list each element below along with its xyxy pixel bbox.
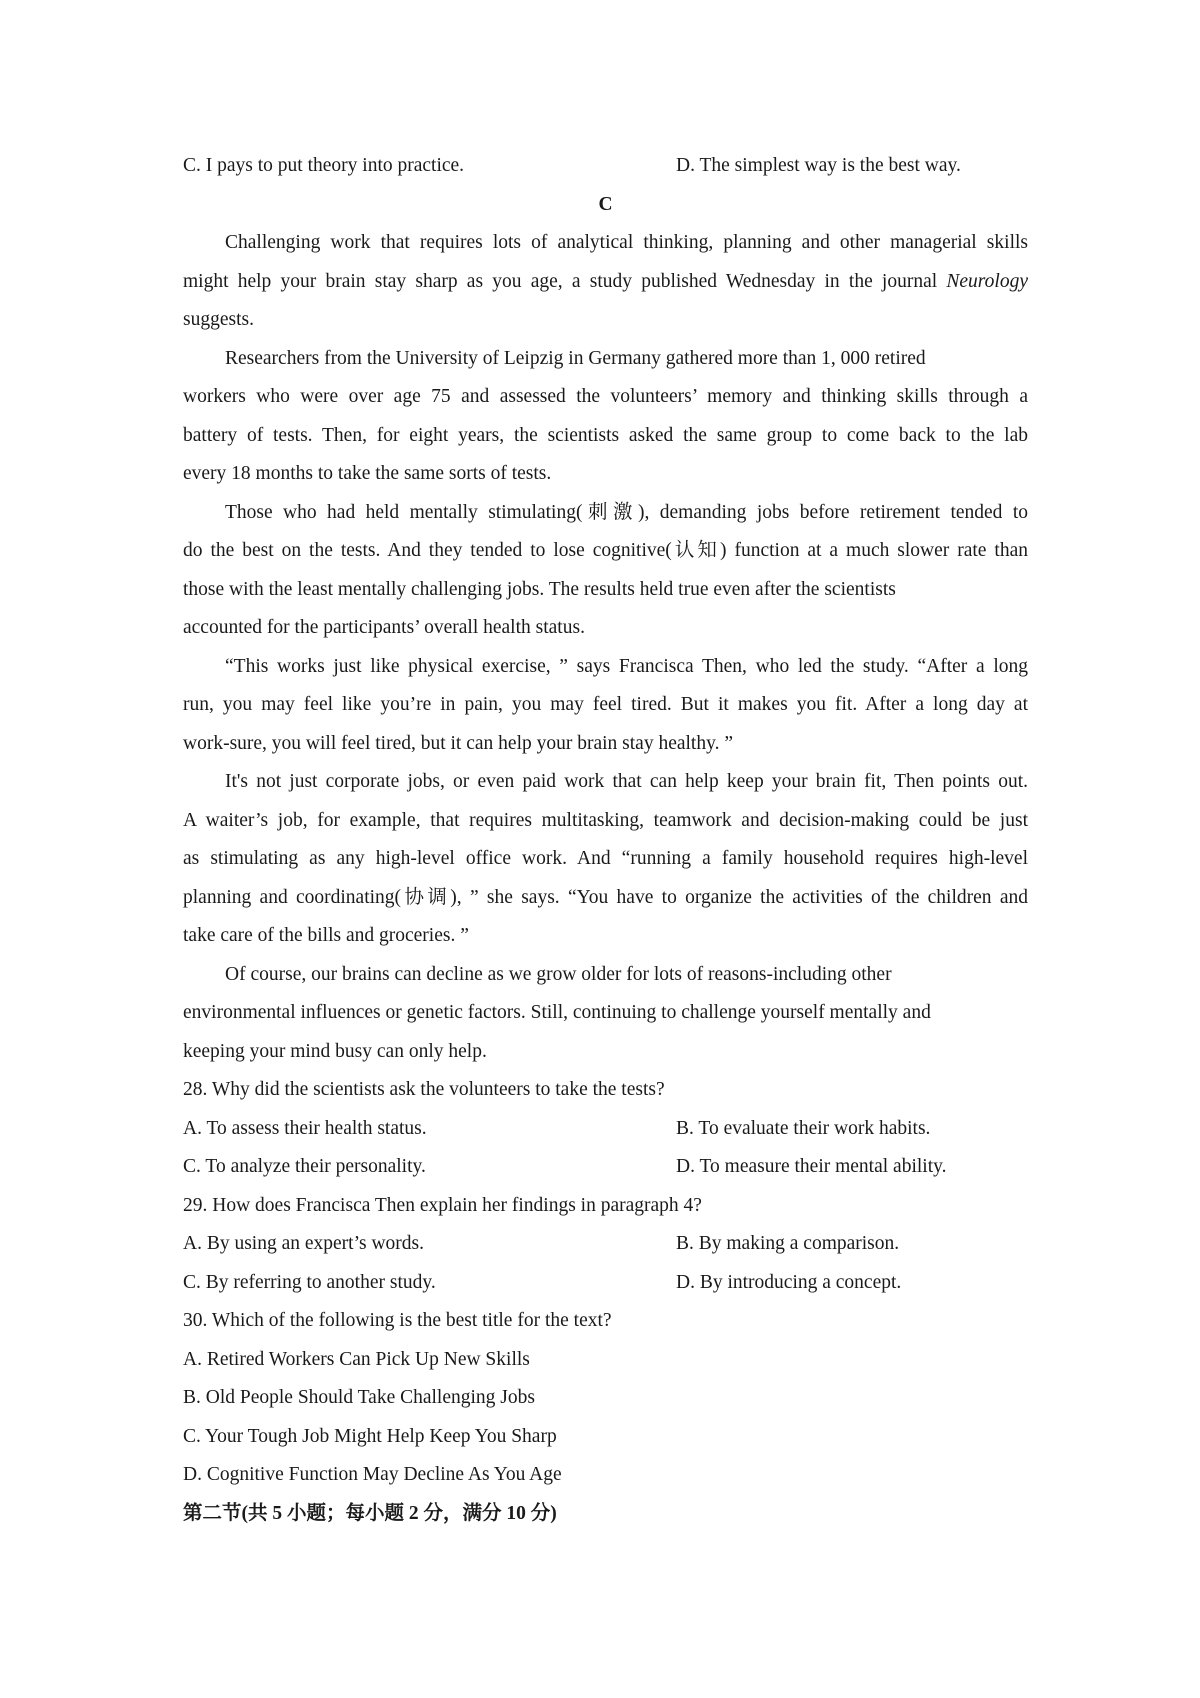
paragraph-6 xyxy=(183,956,1028,1072)
option-a[interactable]: A. By using an expert’s words. xyxy=(183,1233,425,1254)
option-c[interactable]: C. By referring to another study. xyxy=(183,1271,436,1293)
option-c[interactable]: C. Your Tough Job Might Help Keep You Sharp xyxy=(183,1425,557,1447)
paragraph-line: Researchers from the University of Leipzig in Germany gathered more than 1, 000 retired xyxy=(225,347,926,369)
option-b[interactable]: B. To evaluate their work habits. xyxy=(676,1117,931,1139)
paragraph-line: environmental influences or genetic factors. Still, continuing to challenge yourself mentally and xyxy=(183,1002,931,1023)
question-29 xyxy=(183,1187,1028,1303)
paragraph-line: A waiter’s job, for example, that requires multitasking, teamwork and decision-making could be just xyxy=(183,809,1028,831)
paragraph-5 xyxy=(183,763,1028,956)
paragraph-line: take care of the bills and groceries. ” xyxy=(183,925,469,946)
paragraph-line: accounted for the participants’ overall health status. xyxy=(183,617,585,638)
paragraph-line: keeping your mind busy can only help. xyxy=(183,1040,487,1062)
paragraph-line: those with the least mentally challenging jobs. The results held true even after the scientists xyxy=(183,578,896,600)
journal-name: Neurology xyxy=(946,270,1028,292)
previous-question-options xyxy=(183,147,1028,186)
paragraph-line: Of course, our brains can decline as we grow older for lots of reasons-including other xyxy=(225,963,892,985)
paragraph-1 xyxy=(183,224,1028,340)
question-stem: 28. Why did the scientists ask the volunteers to take the tests? xyxy=(183,1079,665,1100)
option-c: C. I pays to put theory into practice. xyxy=(183,155,465,176)
option-d[interactable]: D. To measure their mental ability. xyxy=(676,1156,947,1177)
paragraph-line: as stimulating as any high-level office work. And “running a family household requires high-level xyxy=(183,848,1028,869)
option-d[interactable]: D. Cognitive Function May Decline As You Age xyxy=(183,1464,562,1485)
option-row xyxy=(183,1264,1028,1303)
option-b[interactable]: B. By making a comparison. xyxy=(676,1233,900,1254)
question-30 xyxy=(183,1302,1028,1495)
paragraph-line: suggests. xyxy=(183,309,254,330)
paragraph-line: Challenging work that requires lots of analytical thinking, planning and other managerial skills xyxy=(225,232,1028,253)
option-d[interactable]: D. By introducing a concept. xyxy=(676,1271,902,1293)
paragraph-3 xyxy=(183,494,1028,648)
question-28 xyxy=(183,1071,1028,1187)
paragraph-4 xyxy=(183,648,1028,764)
section-two-heading: 第二节(共 5 小题；每小题 2 分，满分 10 分) xyxy=(183,1502,557,1524)
paragraph-line: It's not just corporate jobs, or even paid work that can help keep your brain fit, Then points out. xyxy=(225,771,1028,792)
option-c[interactable]: C. To analyze their personality. xyxy=(183,1156,426,1177)
paragraph-line: every 18 months to take the same sorts of tests. xyxy=(183,463,552,484)
paragraph-line: workers who were over age 75 and assessed the volunteers’ memory and thinking skills through a xyxy=(183,386,1028,407)
passage-letter-heading: C xyxy=(598,193,613,215)
paragraph-line-text: might help your brain stay sharp as you age, a study published Wednesday in the journal xyxy=(183,270,947,292)
paragraph-2 xyxy=(183,340,1028,494)
question-stem: 30. Which of the following is the best title for the text? xyxy=(183,1310,612,1331)
paragraph-line: planning and coordinating(协调), ” she says. “You have to organize the activities of the children and xyxy=(183,886,1028,908)
paragraph-line: “This works just like physical exercise, ” says Francisca Then, who led the study. “After a long xyxy=(225,655,1028,677)
option-a[interactable]: A. Retired Workers Can Pick Up New Skills xyxy=(183,1348,530,1370)
paragraph-line: run, you may feel like you’re in pain, you may feel tired. But it makes you fit. After a long day at xyxy=(183,694,1028,715)
option-row xyxy=(183,1110,1028,1149)
option-b[interactable]: B. Old People Should Take Challenging Jobs xyxy=(183,1387,535,1408)
paragraph-line: work-sure, you will feel tired, but it can help your brain stay healthy. ” xyxy=(183,732,733,754)
exam-page xyxy=(183,147,1028,1533)
option-a[interactable]: A. To assess their health status. xyxy=(183,1117,427,1139)
paragraph-line: battery of tests. Then, for eight years, the scientists asked the same group to come back to the lab xyxy=(183,424,1028,446)
option-row xyxy=(183,1225,1028,1264)
option-d: D. The simplest way is the best way. xyxy=(676,155,961,176)
paragraph-line: do the best on the tests. And they tended to lose cognitive(认知) function at a much slower rate than xyxy=(183,540,1028,561)
option-row xyxy=(183,1148,1028,1187)
paragraph-line xyxy=(183,263,1028,302)
paragraph-line: Those who had held mentally stimulating(刺激), demanding jobs before retirement tended to xyxy=(225,501,1028,523)
question-stem: 29. How does Francisca Then explain her findings in paragraph 4? xyxy=(183,1194,702,1216)
